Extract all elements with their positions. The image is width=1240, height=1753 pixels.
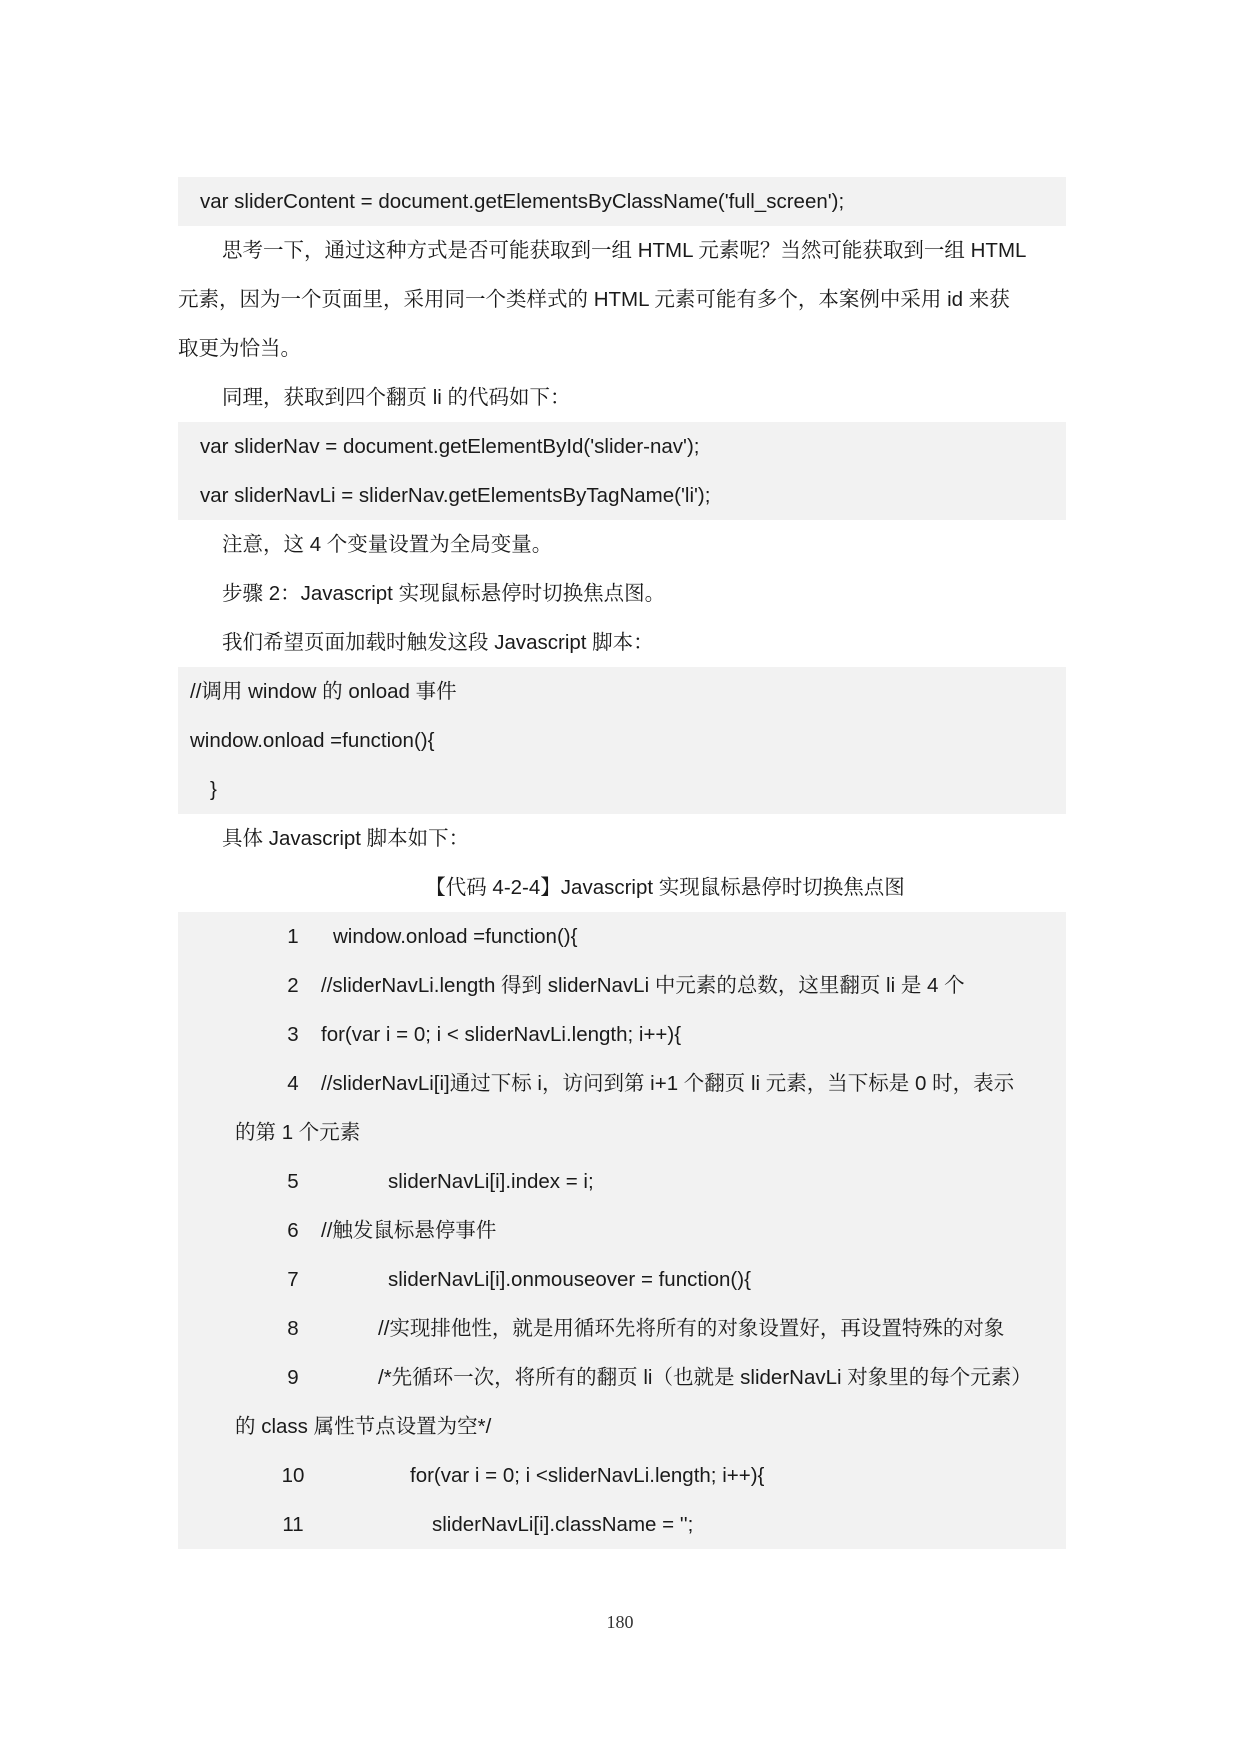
listing-code: sliderNavLi[i].className = ''; <box>432 1513 694 1536</box>
listing-code: for(var i = 0; i <sliderNavLi.length; i++){ <box>410 1464 765 1487</box>
paragraph-line: 元素，因为一个页面里，采用同一个类样式的 HTML 元素可能有多个，本案例中采用 id 来获 <box>178 288 1010 311</box>
listing-code: 的第 1 个元素 <box>235 1121 361 1144</box>
line-number: 4 <box>287 1072 299 1095</box>
code-block-3 <box>178 667 1066 814</box>
listing-row <box>178 1059 1066 1108</box>
code-line: window.onload =function(){ <box>190 729 435 752</box>
listing-code: //sliderNavLi.length 得到 sliderNavLi 中元素的总数，这里翻页 li 是 4 个 <box>321 974 965 997</box>
listing-row <box>178 1010 1066 1059</box>
code-listing <box>178 912 1066 1549</box>
line-number: 11 <box>282 1513 304 1536</box>
code-line: var sliderNavLi = sliderNav.getElementsByTagName('li'); <box>200 484 711 507</box>
code-line: var sliderContent = document.getElementsByClassName('full_screen'); <box>200 190 845 213</box>
code-line: } <box>210 778 217 801</box>
paragraph-line: 同理，获取到四个翻页 li 的代码如下： <box>222 386 571 409</box>
code-block-1 <box>178 177 1066 226</box>
paragraph-line: 取更为恰当。 <box>178 337 301 360</box>
listing-code: for(var i = 0; i < sliderNavLi.length; i++){ <box>321 1023 682 1046</box>
line-number: 7 <box>287 1268 299 1291</box>
listing-code: 的 class 属性节点设置为空*/ <box>235 1415 492 1438</box>
listing-row <box>178 1353 1066 1402</box>
listing-code: sliderNavLi[i].onmouseover = function(){ <box>388 1268 751 1291</box>
listing-code: //sliderNavLi[i]通过下标 i，访问到第 i+1 个翻页 li 元素，当下标是 0 时，表示 <box>321 1072 1015 1095</box>
listing-code: //实现排他性，就是用循环先将所有的对象设置好，再设置特殊的对象 <box>378 1317 1005 1340</box>
line-number: 2 <box>287 974 299 997</box>
line-number: 5 <box>287 1170 299 1193</box>
code-line: //调用 window 的 onload 事件 <box>190 680 457 703</box>
line-number: 3 <box>287 1023 299 1046</box>
listing-row <box>178 961 1066 1010</box>
listing-code: sliderNavLi[i].index = i; <box>388 1170 594 1193</box>
paragraph-line: 思考一下，通过这种方式是否可能获取到一组 HTML 元素呢？当然可能获取到一组 HTML <box>222 239 1027 262</box>
line-number: 10 <box>281 1464 305 1487</box>
listing-row <box>178 1157 1066 1206</box>
line-number: 8 <box>287 1317 299 1340</box>
line-number: 6 <box>287 1219 299 1242</box>
listing-row <box>178 1304 1066 1353</box>
paragraph-line: 注意，这 4 个变量设置为全局变量。 <box>222 533 553 556</box>
listing-row <box>178 1500 1066 1549</box>
listing-row <box>178 1206 1066 1255</box>
code-line: var sliderNav = document.getElementById('slider-nav'); <box>200 435 700 458</box>
listing-code: /*先循环一次，将所有的翻页 li（也就是 sliderNavLi 对象里的每个元素） <box>378 1366 1032 1389</box>
listing-row <box>178 1451 1066 1500</box>
line-number: 1 <box>287 925 299 948</box>
listing-row <box>178 1255 1066 1304</box>
paragraph-line: 我们希望页面加载时触发这段 Javascript 脚本： <box>222 631 654 654</box>
line-number: 9 <box>287 1366 299 1389</box>
listing-code: //触发鼠标悬停事件 <box>321 1219 497 1242</box>
paragraph-line: 步骤 2：Javascript 实现鼠标悬停时切换焦点图。 <box>222 582 666 605</box>
listing-row <box>178 1108 1066 1157</box>
listing-code: window.onload =function(){ <box>333 925 578 948</box>
page-number: 180 <box>606 1612 634 1632</box>
listing-row <box>178 1402 1066 1451</box>
code-caption: 【代码 4-2-4】Javascript 实现鼠标悬停时切换焦点图 <box>425 876 905 899</box>
paragraph-line: 具体 Javascript 脚本如下： <box>222 827 470 850</box>
code-block-2 <box>178 422 1066 520</box>
listing-row <box>178 912 1066 961</box>
